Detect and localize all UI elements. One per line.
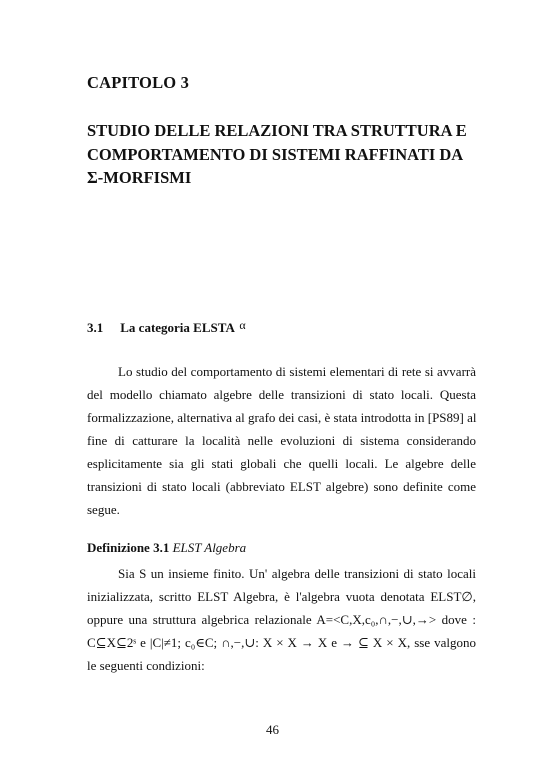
section-number: 3.1 xyxy=(87,320,104,335)
paragraph-line: C⊆X⊆2ˢ e |C|≠1; c₀∈C; ∩,−,∪: X × X → X e → ⊆ X × X, sse valgono xyxy=(87,635,476,650)
section-superscript: α xyxy=(239,318,246,332)
chapter-title-line: COMPORTAMENTO DI SISTEMI RAFFINATI DA xyxy=(87,144,464,164)
definition-name: ELST Algebra xyxy=(172,540,247,555)
paragraph-definition xyxy=(87,562,476,677)
paragraph-line: del modello chiamato algebre delle transizioni di stato locali. Questa xyxy=(87,387,476,402)
paragraph-line: inizializzata, scritto ELST Algebra, è l'algebra vuota denotata ELST∅, xyxy=(87,589,476,604)
definition-heading xyxy=(87,540,246,556)
paragraph-line: Lo studio del comportamento di sistemi elementari di rete si avvarrà xyxy=(118,364,476,379)
chapter-title-line: Σ-MORFISMI xyxy=(87,168,192,187)
chapter-title xyxy=(87,119,507,190)
chapter-title-line: STUDIO DELLE RELAZIONI TRA STRUTTURA E xyxy=(87,121,467,140)
paragraph-line: transizioni di stato locali (abbreviato ELST algebre) sono definite come xyxy=(87,479,476,494)
chapter-heading: CAPITOLO 3 xyxy=(87,73,190,92)
section-title: La categoria ELSTA xyxy=(120,320,235,335)
definition-label: Definizione 3.1 xyxy=(87,540,170,555)
paragraph-line: fine di catturare la località nelle evoluzioni di sistema considerando xyxy=(87,433,476,448)
paragraph-line: Sia S un insieme finito. Un' algebra delle transizioni di stato locali xyxy=(118,566,476,581)
paragraph-line: formalizzazione, alternativa al grafo dei casi, è stata introdotta in [PS89] al xyxy=(87,410,477,425)
paragraph-intro xyxy=(87,360,476,521)
paragraph-line: esplicitamente sia gli stati globali che quelli locali. Le algebre delle xyxy=(87,456,476,471)
section-heading xyxy=(87,318,246,336)
paragraph-line: le seguenti condizioni: xyxy=(87,658,205,673)
paragraph-line: oppure una struttura algebrica relazionale A=<C,X,c₀,∩,−,∪,→> dove : xyxy=(87,612,476,627)
page-number: 46 xyxy=(266,722,279,737)
paragraph-line: segue. xyxy=(87,502,120,517)
